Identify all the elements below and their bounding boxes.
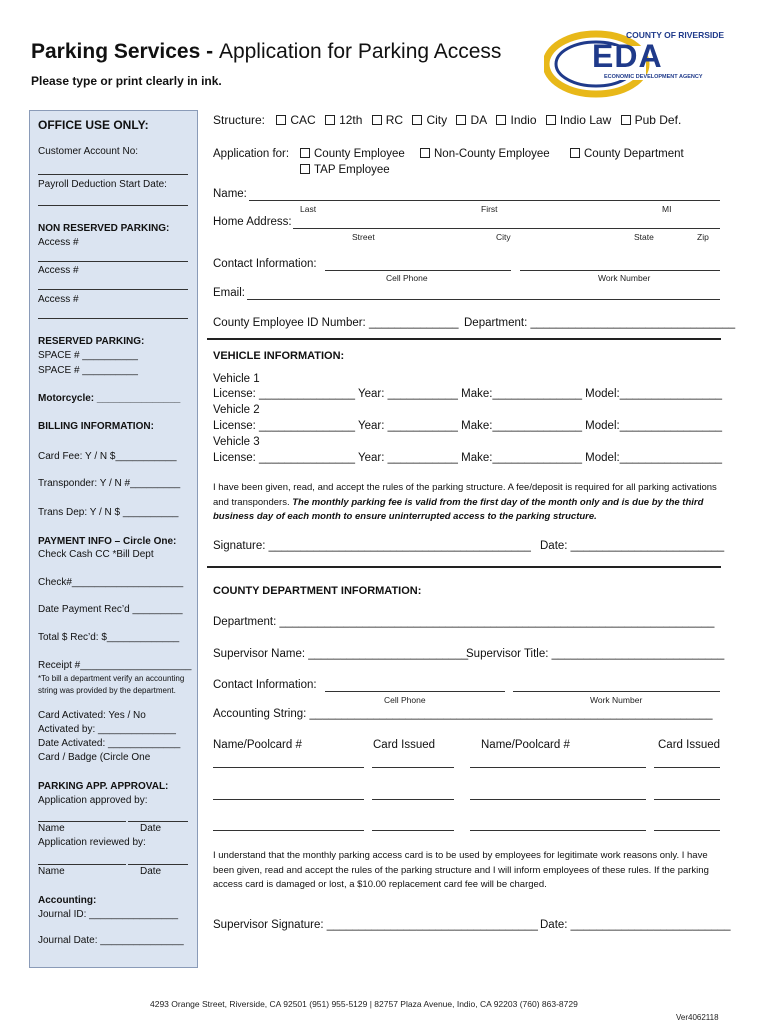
vehicle-3-title: Vehicle 3 bbox=[213, 436, 260, 448]
checkbox-icon bbox=[300, 164, 310, 174]
cell-phone-field[interactable] bbox=[325, 270, 511, 271]
caption-street: Street bbox=[352, 232, 375, 242]
eda-logo bbox=[544, 26, 725, 98]
customer-account-label: Customer Account No: bbox=[38, 146, 139, 157]
office-use-title: OFFICE USE ONLY: bbox=[38, 118, 149, 132]
checkbox-icon bbox=[412, 115, 422, 125]
reviewed-date-field[interactable] bbox=[128, 864, 188, 865]
structure-option-indio-law[interactable]: Indio Law bbox=[546, 113, 611, 127]
activated-by-field[interactable]: Activated by: ______________ bbox=[38, 724, 176, 735]
card-issued-3-2[interactable] bbox=[654, 830, 720, 831]
poolcard-name-3-1[interactable] bbox=[213, 830, 364, 831]
approval-heading: PARKING APP. APPROVAL: bbox=[38, 781, 169, 792]
vehicle-heading: VEHICLE INFORMATION: bbox=[213, 350, 345, 362]
structure-option-city[interactable]: City bbox=[412, 113, 447, 127]
checkbox-icon bbox=[456, 115, 466, 125]
structure-option-da[interactable]: DA bbox=[456, 113, 487, 127]
work-number-field[interactable] bbox=[520, 270, 720, 271]
receipt-field[interactable]: Receipt #____________________ bbox=[38, 660, 192, 671]
non-reserved-heading: NON RESERVED PARKING: bbox=[38, 223, 170, 234]
option-tap-employee[interactable]: TAP Employee bbox=[300, 164, 390, 176]
applicant-department-field[interactable]: Department: ________________________________ bbox=[464, 317, 736, 329]
approved-name-label: Name bbox=[38, 823, 65, 834]
col-card-issued-2: Card Issued bbox=[658, 739, 721, 751]
footer-address: 4293 Orange Street, Riverside, CA 92501 (951) 955-5129 | 82757 Plaza Avenue, Indio, CA 92203 (760) 863-8729 bbox=[150, 999, 578, 1009]
access-field-2[interactable] bbox=[38, 289, 188, 290]
checkbox-icon bbox=[496, 115, 506, 125]
checkbox-icon bbox=[420, 148, 430, 158]
name-label: Name: bbox=[213, 188, 247, 200]
structure-label: Structure: bbox=[213, 113, 266, 127]
logo-acronym: EDA bbox=[592, 38, 663, 74]
checkbox-icon bbox=[276, 115, 286, 125]
payroll-start-label: Payroll Deduction Start Date: bbox=[38, 179, 167, 190]
email-label: Email: bbox=[213, 287, 245, 299]
checkbox-icon bbox=[372, 115, 382, 125]
poolcard-name-2-2[interactable] bbox=[470, 799, 646, 800]
trans-dep-field[interactable]: Trans Dep: Y / N $ __________ bbox=[38, 507, 179, 518]
accounting-heading: Accounting: bbox=[38, 895, 97, 906]
payment-info-heading: PAYMENT INFO – Circle One: bbox=[38, 536, 177, 547]
vehicle-3-row[interactable]: License: _______________ Year: ___________ Make:______________ Model:________________ bbox=[213, 452, 723, 464]
card-issued-3-1[interactable] bbox=[372, 830, 454, 831]
caption-zip: Zip bbox=[697, 232, 709, 242]
card-issued-1-1[interactable] bbox=[372, 767, 454, 768]
structure-option-pub-def[interactable]: Pub Def. bbox=[621, 113, 682, 127]
application-for-label: Application for: bbox=[213, 148, 290, 160]
approved-date-label: Date bbox=[140, 823, 162, 834]
dept-department-field[interactable]: Department: ____________________________________________________________________ bbox=[213, 616, 715, 628]
employee-id-field[interactable]: County Employee ID Number: ______________ bbox=[213, 317, 459, 329]
structure-option-rc[interactable]: RC bbox=[372, 113, 403, 127]
space-field-1[interactable]: SPACE # __________ bbox=[38, 350, 138, 361]
journal-date-field[interactable]: Journal Date: _______________ bbox=[38, 935, 184, 946]
total-received-field[interactable]: Total $ Rec’d: $_____________ bbox=[38, 632, 180, 643]
caption-city: City bbox=[496, 232, 511, 242]
caption-state: State bbox=[634, 232, 654, 242]
vehicle-2-title: Vehicle 2 bbox=[213, 404, 260, 416]
home-address-label: Home Address: bbox=[213, 216, 292, 228]
access-label-2: Access # bbox=[38, 265, 79, 276]
reviewed-date-label: Date bbox=[140, 866, 162, 877]
date-payment-field[interactable]: Date Payment Rec’d _________ bbox=[38, 604, 183, 615]
col-name-poolcard-1: Name/Poolcard # bbox=[213, 739, 302, 751]
caption-work-number: Work Number bbox=[598, 273, 651, 283]
county-dept-heading: COUNTY DEPARTMENT INFORMATION: bbox=[213, 585, 422, 597]
space-field-2[interactable]: SPACE # __________ bbox=[38, 365, 138, 376]
accounting-string-field[interactable]: Accounting String: _______________________________________________________________ bbox=[213, 708, 713, 720]
logo-agency-text: ECONOMIC DEVELOPMENT AGENCY bbox=[604, 74, 703, 80]
transponder-field[interactable]: Transponder: Y / N #_________ bbox=[38, 478, 181, 489]
dept-cell-phone-field[interactable] bbox=[325, 691, 505, 692]
vehicle-2-row[interactable]: License: _______________ Year: ___________ Make:______________ Model:________________ bbox=[213, 420, 723, 432]
checkbox-icon bbox=[570, 148, 580, 158]
supervisor-title-field[interactable]: Supervisor Title: ___________________________ bbox=[466, 648, 725, 660]
instruction-text: Please type or print clearly in ink. bbox=[31, 74, 222, 88]
reviewed-by-label: Application reviewed by: bbox=[38, 837, 146, 848]
payroll-start-field[interactable] bbox=[38, 205, 188, 206]
caption-mi: MI bbox=[662, 204, 672, 214]
col-card-issued-1: Card Issued bbox=[373, 739, 436, 751]
reviewed-name-field[interactable] bbox=[38, 864, 126, 865]
caption-last: Last bbox=[300, 204, 317, 214]
card-issued-2-1[interactable] bbox=[372, 799, 454, 800]
vehicle-1-title: Vehicle 1 bbox=[213, 373, 260, 385]
check-number-field[interactable]: Check#____________________ bbox=[38, 577, 184, 588]
access-label-3: Access # bbox=[38, 294, 79, 305]
access-field-3[interactable] bbox=[38, 318, 188, 319]
structure-row bbox=[213, 113, 687, 127]
motorcycle-field[interactable]: Motorcycle: _______________ bbox=[38, 393, 181, 404]
access-field-1[interactable] bbox=[38, 261, 188, 262]
supervisor-date-field[interactable]: Date: _________________________ bbox=[540, 919, 731, 931]
home-address-field[interactable] bbox=[293, 228, 720, 229]
office-use-panel bbox=[29, 110, 198, 968]
journal-id-field[interactable]: Journal ID: ________________ bbox=[38, 909, 179, 920]
option-non-county-employee[interactable]: Non-County Employee bbox=[420, 148, 550, 160]
name-field[interactable] bbox=[249, 200, 720, 201]
dept-work-number-field[interactable] bbox=[513, 691, 720, 692]
card-badge-choice[interactable]: Card / Badge (Circle One bbox=[38, 752, 151, 763]
checkbox-icon bbox=[300, 148, 310, 158]
col-name-poolcard-2: Name/Poolcard # bbox=[481, 739, 570, 751]
date-activated-field[interactable]: Date Activated: _____________ bbox=[38, 738, 181, 749]
reserved-heading: RESERVED PARKING: bbox=[38, 336, 145, 347]
billing-heading: BILLING INFORMATION: bbox=[38, 421, 154, 432]
poolcard-name-2-1[interactable] bbox=[213, 799, 364, 800]
customer-account-field[interactable] bbox=[38, 174, 188, 175]
approved-name-field[interactable] bbox=[38, 821, 126, 822]
poolcard-name-1-1[interactable] bbox=[213, 767, 364, 768]
supervisor-statement: I understand that the monthly parking access card is to be used by employees for legitimate work reasons only. I have been given, read and accept the rules of the parking structure and I will inform employees of these rules. If the parking access card is damaged or lost, a $10.00 replacement card fee will be charged. bbox=[213, 850, 709, 890]
supervisor-name-field[interactable]: Supervisor Name: _________________________ bbox=[213, 648, 469, 660]
structure-option-indio[interactable]: Indio bbox=[496, 113, 536, 127]
section-divider bbox=[207, 338, 721, 340]
structure-option-12th[interactable]: 12th bbox=[325, 113, 362, 127]
dept-caption-work-number: Work Number bbox=[590, 695, 643, 705]
bill-department-note: *To bill a department verify an accounting string was provided by the department. bbox=[38, 674, 185, 695]
supervisor-signature-field[interactable]: Supervisor Signature: _________________________________ bbox=[213, 919, 538, 931]
dept-contact-label: Contact Information: bbox=[213, 679, 317, 691]
checkbox-icon bbox=[325, 115, 335, 125]
option-county-employee[interactable]: County Employee bbox=[300, 148, 405, 160]
poolcard-name-3-2[interactable] bbox=[470, 830, 646, 831]
approved-date-field[interactable] bbox=[128, 821, 188, 822]
caption-first: First bbox=[481, 204, 498, 214]
card-issued-2-2[interactable] bbox=[654, 799, 720, 800]
dept-caption-cell-phone: Cell Phone bbox=[384, 695, 426, 705]
checkbox-icon bbox=[621, 115, 631, 125]
version-label: Ver4062118 bbox=[676, 1013, 719, 1022]
approved-by-label: Application approved by: bbox=[38, 795, 148, 806]
page-title: Parking Services - Application for Parking Access bbox=[31, 40, 502, 63]
vehicle-1-row[interactable]: License: _______________ Year: ___________ Make:______________ Model:________________ bbox=[213, 388, 723, 400]
signature-field[interactable]: Signature: _________________________________________ bbox=[213, 540, 531, 552]
contact-info-label: Contact Information: bbox=[213, 258, 317, 270]
parking-rules-text: I have been given, read, and accept the rules of the parking structure. A fee/deposit is required for all parking activations and transponders. The monthly parking fee is valid from the first day of the month only and is due by the third business day of each month to ensure uninterrupted access to the parking structure. bbox=[213, 482, 717, 522]
structure-option-cac[interactable]: CAC bbox=[276, 113, 315, 127]
poolcard-name-1-2[interactable] bbox=[470, 767, 646, 768]
access-label-1: Access # bbox=[38, 237, 79, 248]
card-fee-field[interactable]: Card Fee: Y / N $___________ bbox=[38, 451, 177, 462]
email-field[interactable] bbox=[247, 299, 720, 300]
payment-options[interactable]: Check Cash CC *Bill Dept bbox=[38, 549, 154, 560]
section-divider bbox=[207, 566, 721, 568]
caption-cell-phone: Cell Phone bbox=[386, 273, 428, 283]
option-county-department[interactable]: County Department bbox=[570, 148, 684, 160]
card-issued-1-2[interactable] bbox=[654, 767, 720, 768]
card-activated-field[interactable]: Card Activated: Yes / No bbox=[38, 710, 146, 721]
signature-date-field[interactable]: Date: ________________________ bbox=[540, 540, 725, 552]
reviewed-name-label: Name bbox=[38, 866, 65, 877]
logo-county-text: COUNTY OF RIVERSIDE bbox=[626, 30, 725, 40]
checkbox-icon bbox=[546, 115, 556, 125]
